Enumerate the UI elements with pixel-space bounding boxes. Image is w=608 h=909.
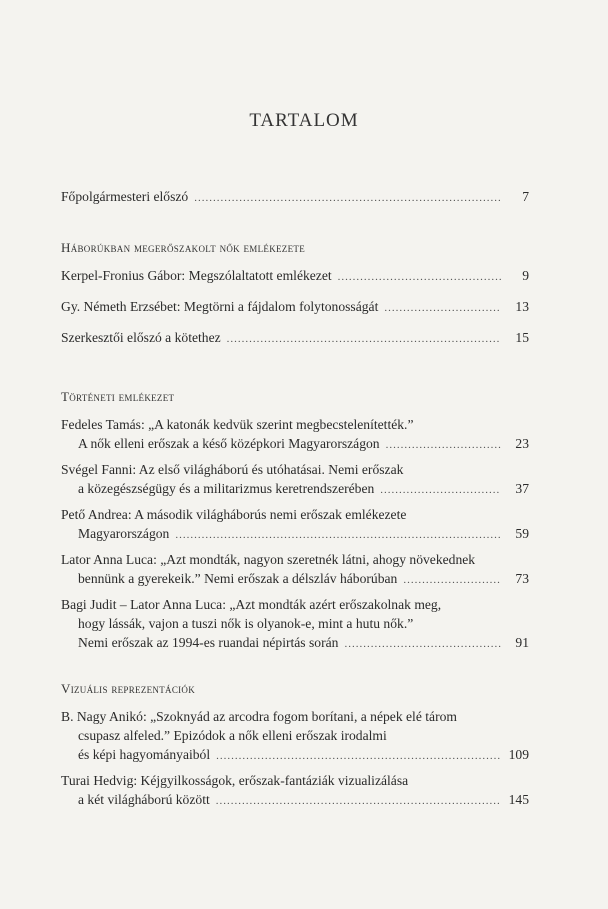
page-number: 15 xyxy=(515,330,529,345)
entry-text: Szerkesztői előszó a kötethez xyxy=(61,330,221,345)
entry-text: Nemi erőszak az 1994-es ruandai népirtás során xyxy=(78,635,339,650)
section-heading: Történeti emlékezet xyxy=(61,389,175,404)
page-number: 109 xyxy=(508,747,529,762)
page-number: 23 xyxy=(515,436,529,451)
toc-entry[interactable] xyxy=(61,415,529,455)
entry-text: A nők elleni erőszak a késő középkori Magyarországon xyxy=(78,436,380,451)
section-heading: Háborúkban megerőszakolt nők emlékezete xyxy=(61,240,305,255)
leader-dots xyxy=(344,635,501,654)
toc-entry[interactable] xyxy=(61,595,529,654)
page-number: 91 xyxy=(515,635,529,650)
leader-dots xyxy=(227,330,501,349)
entry-text: Turai Hedvig: Kéjgyilkosságok, erőszak-fantáziák vizualizálása xyxy=(61,773,409,788)
leader-dots xyxy=(338,268,501,287)
entry-text: Gy. Németh Erzsébet: Megtörni a fájdalom folytonosságát xyxy=(61,299,379,314)
entry-text: B. Nagy Anikó: „Szoknyád az arcodra fogom borítani, a népek elé tárom xyxy=(61,709,457,724)
entry-text: bennünk a gyerekeik.” Nemi erőszak a délszláv háborúban xyxy=(78,571,398,586)
page-number: 9 xyxy=(522,268,529,283)
page-number: 7 xyxy=(522,189,529,204)
leader-dots xyxy=(194,189,501,208)
toc-entry[interactable] xyxy=(61,505,529,545)
toc-entry[interactable] xyxy=(61,187,529,208)
section-heading: Vizuális reprezentációk xyxy=(61,681,196,696)
entry-text: Magyarországon xyxy=(78,526,170,541)
entry-text: a közegészségügy és a militarizmus keretrendszerében xyxy=(78,481,375,496)
toc-entry[interactable] xyxy=(61,771,529,811)
leader-dots xyxy=(216,747,501,766)
toc-entry[interactable] xyxy=(61,266,529,287)
leader-dots xyxy=(384,299,501,318)
entry-text: Főpolgármesteri előszó xyxy=(61,189,189,204)
page-number: 37 xyxy=(515,481,529,496)
leader-dots xyxy=(175,526,501,545)
toc-entry[interactable] xyxy=(61,550,529,590)
entry-text: hogy lássák, vajon a tuszi nők is olyanok-e, mint a hutu nők.” xyxy=(78,616,414,631)
page-number: 145 xyxy=(508,792,529,807)
page-number: 73 xyxy=(515,571,529,586)
toc-entry[interactable] xyxy=(61,460,529,500)
entry-text: a két világháború között xyxy=(78,792,210,807)
entry-text: Fedeles Tamás: „A katonák kedvük szerint megbecstelenítették.” xyxy=(61,417,414,432)
leader-dots xyxy=(216,792,501,811)
entry-text: és képi hagyományaiból xyxy=(78,747,211,762)
toc-entry[interactable] xyxy=(61,297,529,318)
leader-dots xyxy=(380,481,501,500)
entry-text: Kerpel-Fronius Gábor: Megszólaltatott emlékezet xyxy=(61,268,332,283)
entry-text: Pető Andrea: A második világháborús nemi erőszak emlékezete xyxy=(61,507,407,522)
toc-entry[interactable] xyxy=(61,328,529,349)
entry-text: Bagi Judit – Lator Anna Luca: „Azt mondták azért erőszakolnak meg, xyxy=(61,597,442,612)
entry-text: Lator Anna Luca: „Azt mondták, nagyon szeretnék látni, ahogy növekednek xyxy=(61,552,476,567)
leader-dots xyxy=(403,571,501,590)
toc-entry[interactable] xyxy=(61,707,529,766)
page-number: 13 xyxy=(515,299,529,314)
entry-text: csupasz alfeled.” Epizódok a nők elleni erőszak irodalmi xyxy=(78,728,387,743)
page-title: TARTALOM xyxy=(249,110,359,131)
entry-text: Svégel Fanni: Az első világháború és utóhatásai. Nemi erőszak xyxy=(61,462,404,477)
leader-dots xyxy=(386,436,501,455)
page-number: 59 xyxy=(515,526,529,541)
